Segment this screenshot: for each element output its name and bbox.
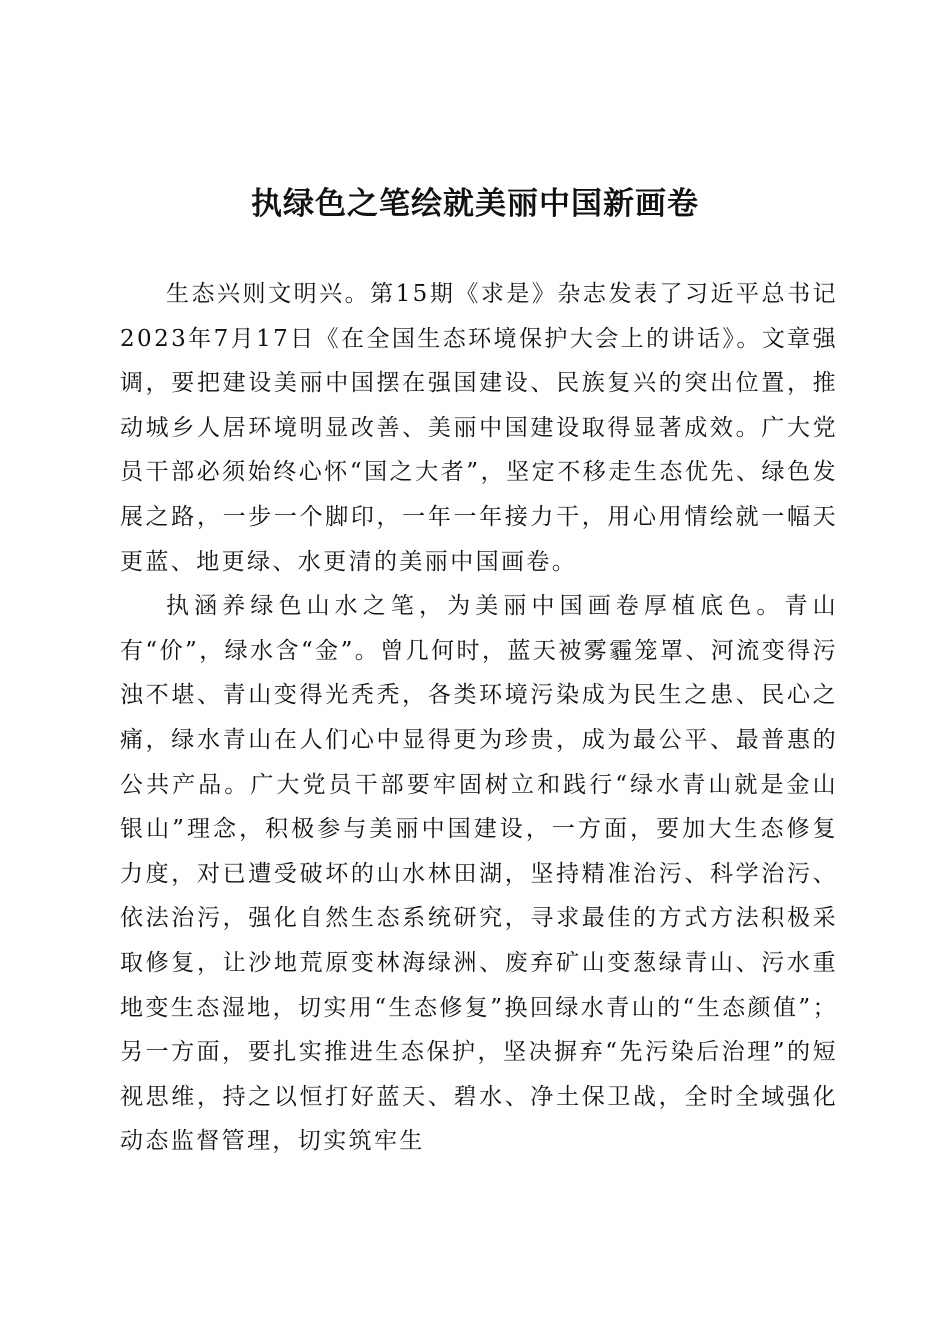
document-body [120,272,838,1164]
paragraph: 生态兴则文明兴。第15期《求是》杂志发表了习近平总书记2023年7月17日《在全国生态环境保护大会上的讲话》。文章强调，要把建设美丽中国摆在强国建设、民族复兴的突出位置，推动城乡人居环境明显改善、美丽中国建设取得显著成效。广大党员干部必须始终心怀“国之大者”，坚定不移走生态优先、绿色发展之路，一步一个脚印，一年一年接力干，用心用情绘就一幅天更蓝、地更绿、水更清的美丽中国画卷。 [120,281,838,575]
paragraph: 执涵养绿色山水之笔，为美丽中国画卷厚植底色。青山有“价”，绿水含“金”。曾几何时，蓝天被雾霾笼罩、河流变得污浊不堪、青山变得光秃秃，各类环境污染成为民生之患、民心之痛，绿水青山在人们心中显得更为珍贵，成为最公平、最普惠的公共产品。广大党员干部要牢固树立和践行“绿水青山就是金山银山”理念，积极参与美丽中国建设，一方面，要加大生态修复力度，对已遭受破坏的山水林田湖，坚持精准治污、科学治污、依法治污，强化自然生态系统研究，寻求最佳的方式方法积极采取修复，让沙地荒原变林海绿洲、废弃矿山变葱绿青山、污水重地变生态湿地，切实用“生态修复”换回绿水青山的“生态颜值”；另一方面，要扎实推进生态保护，坚决摒弃“先污染后治理”的短视思维，持之以恒打好蓝天、碧水、净土保卫战，全时全域强化动态监督管理，切实筑牢生 [120,593,838,1155]
document-title: 执绿色之笔绘就美丽中国新画卷 [251,186,699,222]
